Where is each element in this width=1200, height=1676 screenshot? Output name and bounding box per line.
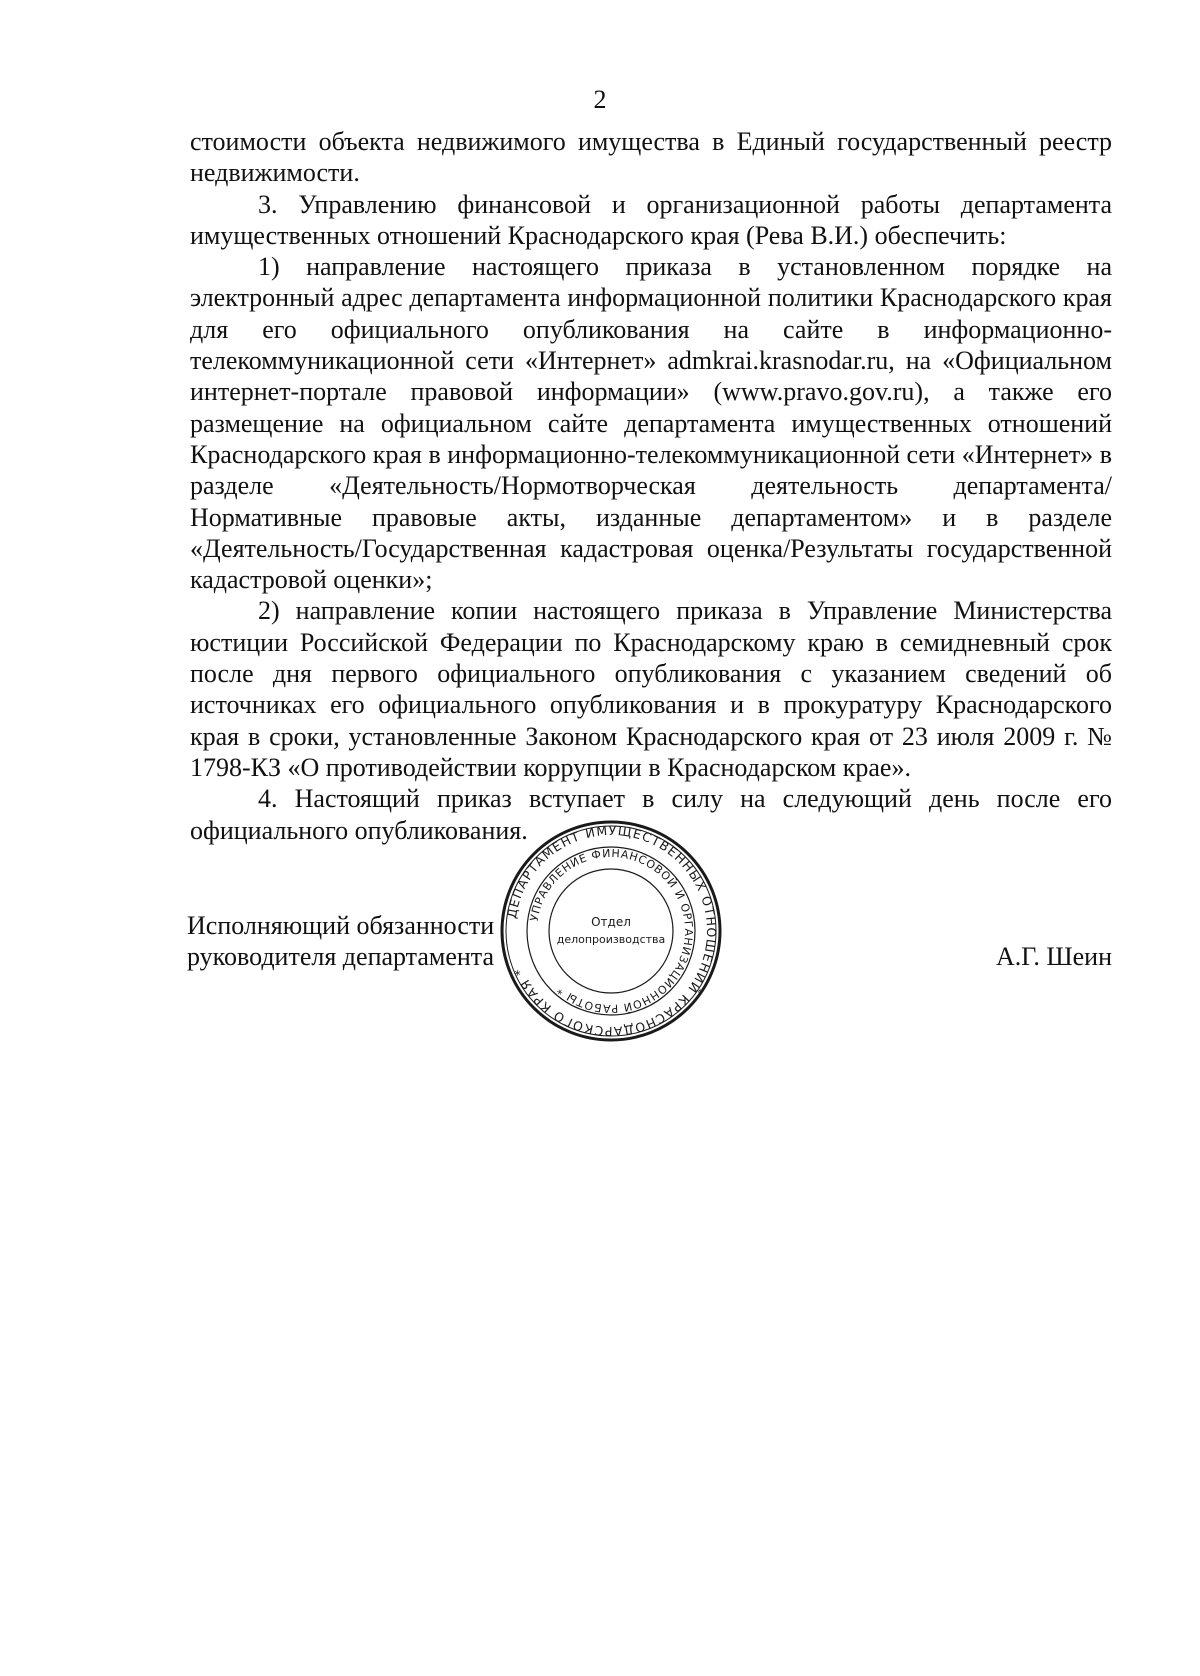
document-body	[190, 126, 1112, 846]
seal-inner-text	[528, 847, 695, 1015]
official-seal-stamp	[498, 818, 724, 1044]
seal-outer-ring: ДЕПАРТАМЕНТ ИМУЩЕСТВЕННЫХ ОТНОШЕНИЙ КРАСНОДАРСКОГО КРАЯ *	[503, 822, 720, 1040]
paragraph-subitem-1: 1) направление настоящего приказа в установленном порядке на электронный адрес департамента информационной политики Краснодарского края для его официального опубликования на сайте в информационно-телекоммуникационной сети «Интернет» admkrai.krasnodar.ru, на «Официальном интернет-портале правовой информации» (www.pravo.gov.ru), а также его размещение на официальном сайте департамента имущественных отношений Краснодарского края в информационно-телекоммуникационной сети «Интернет» в разделе «Деятельность/Нормотворческая деятельность департамента/Нормативные правовые акты, изданные департаментом» и в разделе «Деятельность/Государственная кадастровая оценка/Результаты государственной кадастровой оценки»;	[190, 252, 1112, 595]
seal-center-line2: делопроизводства	[556, 933, 666, 946]
page-number: 2	[593, 85, 607, 114]
paragraph-item-4: 4. Настоящий приказ вступает в силу на следующий день после его официального опубликования.	[190, 784, 1112, 845]
signatory-title-line1: Исполняющий обязанности	[187, 911, 495, 940]
signatory-title-line2: руководителя департамента	[187, 942, 495, 971]
paragraph-item-3: 3. Управлению финансовой и организационной работы департамента имущественных отношений Краснодарского края (Рева В.И.) обеспечить:	[190, 189, 1112, 250]
paragraph-subitem-2: 2) направление копии настоящего приказа в Управление Министерства юстиции Российской Федерации по Краснодарскому краю в семидневный срок после дня первого официального опубликования с указанием сведений об источниках его официального опубликования и в прокуратуру Краснодарского края в сроки, установленные Законом Краснодарского края от 23 июля 2009 г. № 1798-КЗ «О противодействии коррупции в Краснодарском крае».	[190, 596, 1112, 782]
seal-icon	[498, 818, 724, 1044]
seal-center-line1: Отдел	[591, 915, 631, 929]
paragraph-continuation: стоимости объекта недвижимого имущества в Единый государственный реестр недвижимости.	[190, 127, 1112, 188]
seal-inner-ring: УПРАВЛЕНИЕ ФИНАНСОВОЙ И ОРГАНИЗАЦИОННОЙ РАБОТЫ *	[527, 846, 696, 1016]
signatory-name: А.Г. Шеин	[996, 942, 1112, 971]
